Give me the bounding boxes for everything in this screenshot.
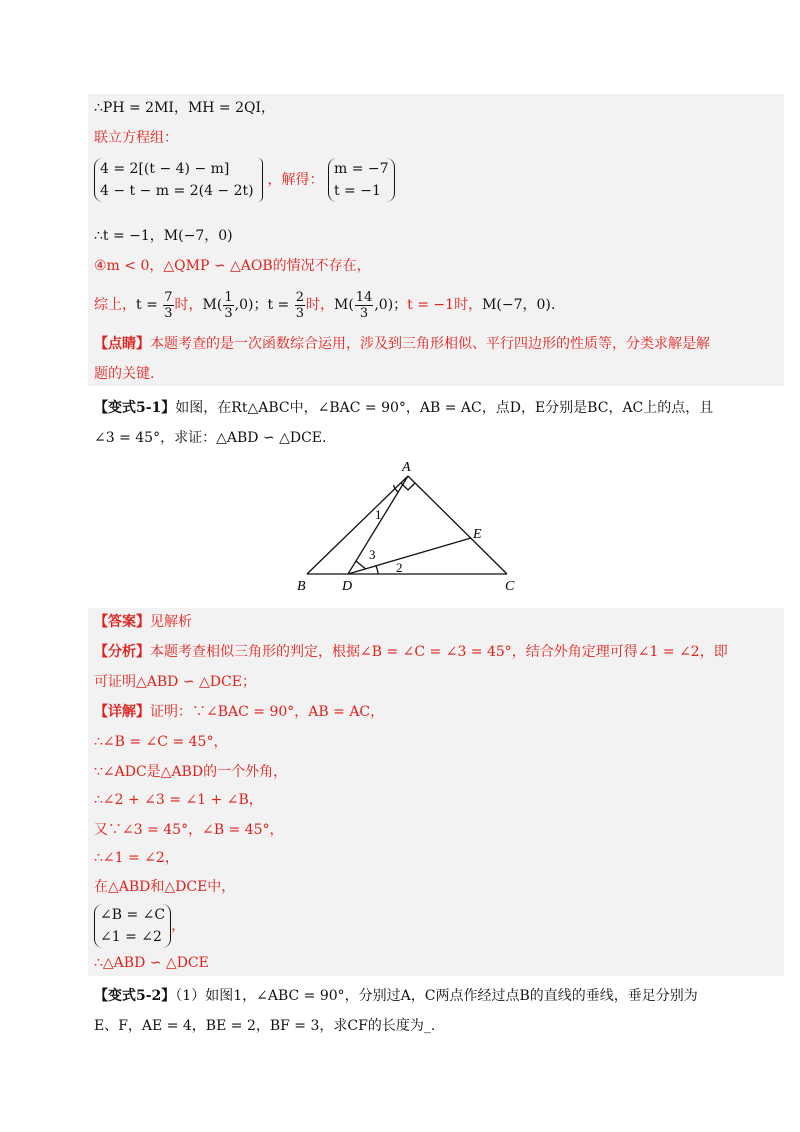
answer-line: [94, 612, 192, 632]
label-d: D: [342, 579, 353, 594]
problem-5-2-line-2: E、F，AE = 4，BE = 2，BF = 3，求CF的长度为_.: [94, 1018, 436, 1034]
detail-line-5: 又∵∠3 = 45°，∠B = 45°，: [94, 822, 284, 838]
analysis-line-1: [94, 642, 728, 662]
solve-text: ，解得：: [267, 172, 324, 188]
detail-system-comma: ，: [171, 918, 186, 934]
equation-system-close: [258, 158, 263, 202]
detail-line-6: ∴∠1 = ∠2，: [94, 850, 179, 866]
answer-tag: 【答案】: [94, 614, 150, 630]
summary-line: [94, 287, 555, 323]
triangle-figure: [290, 455, 530, 595]
detail-line-3: ∵∠ADC是△ABD的一个外角，: [94, 764, 288, 780]
problem-5-1-tag: 【变式5-1】: [94, 400, 176, 416]
problem-5-1-text-1: 如图，在Rt△ABC中，∠BAC = 90°，AB = AC，点D，E分别是BC，AC上的点，且: [175, 400, 714, 416]
detail-system: [94, 904, 171, 948]
t-result-line: ∴t = −1，M(−7，0): [94, 228, 233, 244]
detail-tag: 【详解】: [94, 704, 150, 720]
solution-eq-1: m = −7: [333, 161, 389, 177]
angle-label-3: 3: [369, 547, 376, 562]
detail-line-7: 在△ABD和△DCE中，: [94, 879, 236, 895]
summary-m2-end: ,0)；: [374, 297, 408, 313]
detail-system-row: [94, 904, 185, 948]
side-ac: [408, 476, 507, 574]
summary-t1: t =: [136, 297, 163, 313]
summary-m1-end: ,0)；: [234, 297, 268, 313]
angle-label-1: 1: [375, 507, 382, 522]
case-4-line: ④m < 0，△QMP ∽ △AOB的情况不存在，: [94, 258, 371, 274]
detail-line-4: ∴∠2 + ∠3 = ∠1 + ∠B，: [94, 792, 263, 808]
comment-tag: 【点睛】: [94, 336, 150, 352]
label-e: E: [473, 527, 482, 542]
angle-label-2: 2: [396, 560, 403, 575]
detail-text-1: 证明：∵∠BAC = 90°，AB = AC，: [150, 704, 385, 720]
equation-2: 4 − t − m = 2(4 − 2t): [100, 183, 254, 199]
summary-shi-2: 时，: [306, 297, 334, 313]
label-b: B: [297, 579, 306, 594]
summary-shi-1: 时，: [174, 297, 203, 313]
fraction-1-3: $\frac{1}{3}$: [224, 289, 233, 321]
problem-5-1-line-2: ∠3 = 45°，求证：△ABD ∽ △DCE.: [94, 430, 327, 446]
solution-eq-2: t = −1: [333, 183, 381, 199]
detail-system-eq-2: ∠1 = ∠2: [100, 929, 162, 945]
problem-5-2-line-1: [94, 986, 698, 1006]
ph-mh-line: ∴PH = 2MI，MH = 2QI，: [94, 100, 276, 116]
problem-5-1-line-1: [94, 398, 713, 418]
summary-t3: t = −1时，: [407, 297, 483, 313]
equation-1: 4 = 2[(t − 4) − m]: [100, 161, 230, 177]
fraction-7-3: $\frac{7}{3}$: [164, 289, 173, 321]
summary-m1: M(: [202, 297, 223, 313]
detail-system-eq-1: ∠B = ∠C: [100, 907, 166, 923]
fraction-14-3: $\frac{14}{3}$: [355, 289, 373, 321]
analysis-tag: 【分析】: [94, 644, 150, 660]
summary-m2: M(: [334, 297, 354, 313]
label-a: A: [402, 460, 411, 475]
analysis-line-2: 可证明△ABD ∽ △DCE；: [94, 674, 256, 690]
comment-line-2: 题的关键.: [94, 366, 155, 382]
answer-text: 见解析: [150, 614, 192, 630]
detail-line-2: ∴∠B = ∠C = 45°，: [94, 734, 228, 750]
analysis-text-1: 本题考查相似三角形的判定，根据∠B = ∠C = ∠3 = 45°，结合外角定理可得∠1 = ∠2，即: [150, 644, 728, 660]
summary-t2: t =: [267, 297, 294, 313]
system-heading: 联立方程组：: [94, 130, 178, 146]
summary-prefix: 综上，: [94, 297, 136, 313]
fraction-2-3: $\frac{2}{3}$: [295, 289, 304, 321]
equation-system-row: [94, 158, 395, 202]
solution-system: [328, 158, 395, 202]
summary-m3: M(−7，0).: [482, 297, 556, 313]
comment-text-1: 本题考查的是一次函数综合运用，涉及到三角形相似、平行四边形的性质等，分类求解是解: [150, 336, 710, 352]
angle-2-arc: [376, 566, 378, 574]
detail-line-9: ∴△ABD ∽ △DCE: [94, 955, 209, 971]
angle-3-arc: [356, 561, 366, 569]
comment-line-1: [94, 334, 710, 354]
equation-system: [94, 158, 254, 202]
problem-5-2-tag: 【变式5-2】: [94, 988, 176, 1004]
problem-5-2-text-1: （1）如图1，∠ABC = 90°，分别过A，C两点作经过点B的直线的垂线，垂足分别为: [175, 988, 698, 1004]
label-c: C: [505, 579, 515, 594]
detail-line-1: [94, 702, 384, 722]
